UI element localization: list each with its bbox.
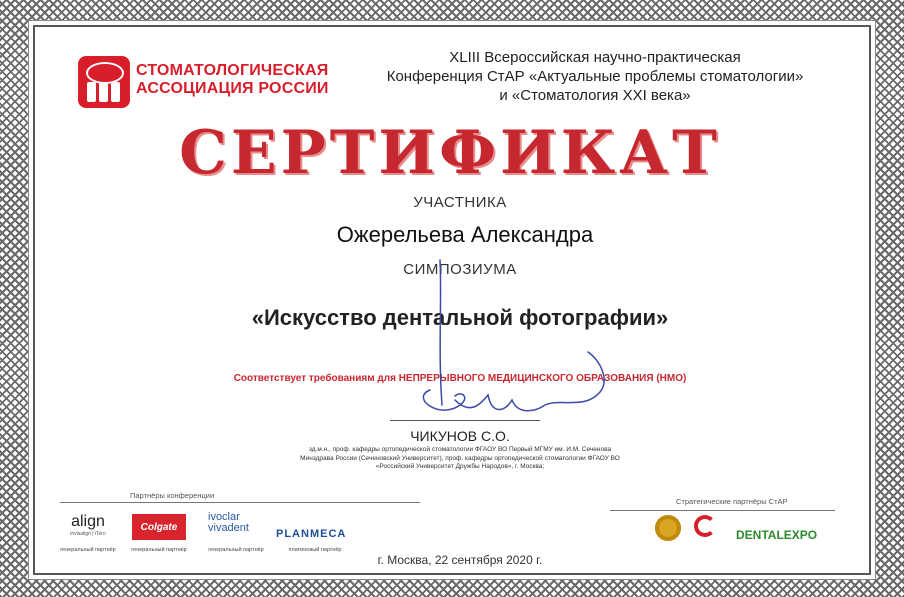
planmeca-partner-label: платиновый партнёр bbox=[288, 547, 342, 553]
partners-divider bbox=[60, 502, 420, 503]
certificate-title: СЕРТИФИКАТ bbox=[179, 118, 721, 188]
participant-name: Ожерельева Александра bbox=[336, 222, 594, 247]
ivoclar-line-1: ivoclar bbox=[208, 511, 240, 523]
colgate-logo: Colgate bbox=[132, 514, 186, 540]
partners-heading: Партнёры конференции bbox=[130, 491, 215, 500]
conference-line-3: и «Стоматология XXI века» bbox=[499, 87, 691, 104]
align-sub: invisalign | iTero bbox=[70, 531, 106, 537]
emblem-icon bbox=[655, 515, 681, 541]
event-type-label: СИМПОЗИУМА bbox=[403, 261, 517, 278]
colgate-partner-label: генеральный партнёр bbox=[131, 547, 187, 553]
ivoclar-line-2: vivadent bbox=[208, 522, 249, 534]
credentials-line-3: «Российский Университет Дружбы Народов», г. Москва; bbox=[375, 463, 545, 470]
conference-line-2: Конференция СтАР «Актуальные проблемы стоматологии» bbox=[386, 68, 804, 85]
issue-date: г. Москва, 22 сентября 2020 г. bbox=[377, 553, 543, 567]
align-logo: align bbox=[71, 513, 105, 530]
conference-title bbox=[338, 48, 852, 105]
partner-align bbox=[62, 513, 114, 537]
ivoclar-partner-label: генеральный партнёр bbox=[208, 547, 264, 553]
ivoclar-logo bbox=[208, 512, 249, 534]
association-logo-icon bbox=[78, 56, 130, 108]
signer-credentials bbox=[240, 446, 680, 472]
credentials-line-2: Минздрава России (Сеченовский Университет), проф. кафедры ортопедической стоматологии ФГАОУ ВО bbox=[300, 454, 620, 462]
logo-line-1: СТОМАТОЛОГИЧЕСКАЯ bbox=[136, 62, 329, 79]
nmo-main: НЕПРЕРЫВНОГО МЕДИЦИНСКОГО ОБРАЗОВАНИЯ (НМО) bbox=[398, 373, 687, 384]
role-label: УЧАСТНИКА bbox=[413, 194, 507, 211]
credentials-line-1: зд.м.н., проф. кафедры ортопедической стоматологии ФГАОУ ВО Первый МГМУ им. И.М. Сеченова bbox=[308, 446, 612, 453]
align-partner-label: генеральный партнёр bbox=[60, 547, 116, 553]
star-logo-icon bbox=[694, 515, 716, 537]
planmeca-logo: PLANMECA bbox=[276, 528, 347, 540]
logo-line-2: АССОЦИАЦИЯ РОССИИ bbox=[136, 80, 329, 97]
dentalexpo-logo: DENTALEXPO bbox=[736, 528, 818, 542]
signature bbox=[400, 240, 620, 430]
signature-line bbox=[390, 420, 540, 421]
signer-name: ЧИКУНОВ С.О. bbox=[410, 428, 510, 444]
strategic-divider bbox=[610, 510, 835, 511]
conference-line-1: XLIII Всероссийская научно-практическая bbox=[449, 49, 741, 66]
strategic-heading: Стратегические партнёры СтАР bbox=[676, 497, 788, 506]
association-logo-text bbox=[136, 62, 336, 98]
nmo-prefix: Соответствует требованиям для bbox=[233, 373, 399, 384]
symposium-topic: «Искусство дентальной фотографии» bbox=[251, 305, 669, 330]
